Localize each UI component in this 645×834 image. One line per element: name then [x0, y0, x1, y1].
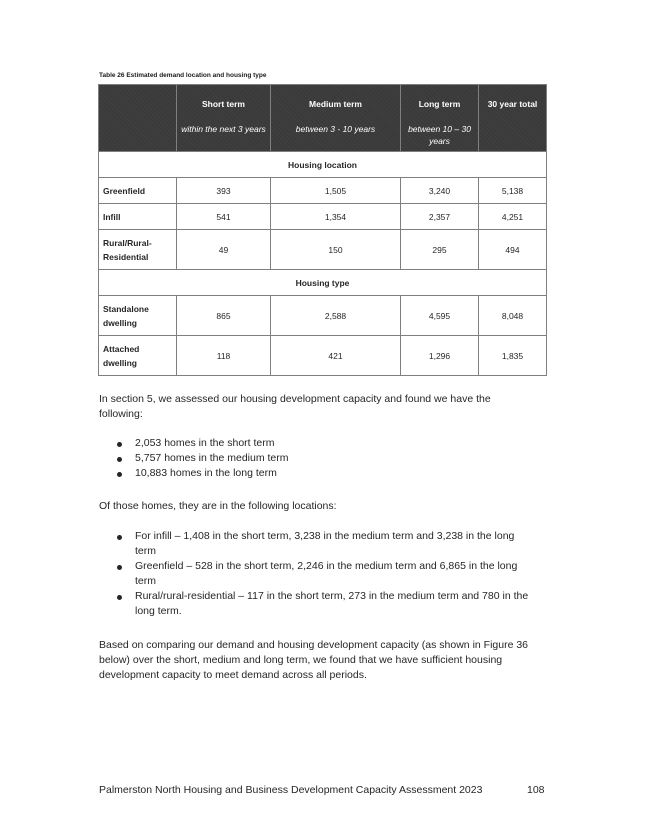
header-empty [99, 85, 177, 152]
table-row [99, 204, 547, 230]
section-row-housing-location: Housing location [99, 152, 547, 178]
section-row-housing-type: Housing type [99, 270, 547, 296]
paragraph-locations-intro: Of those homes, they are in the following locations: [99, 500, 337, 512]
row-label: Standalone dwelling [99, 296, 177, 336]
list-item: 5,757 homes in the medium term [99, 451, 535, 466]
bullet-icon [117, 442, 122, 447]
bullet-icon [117, 595, 122, 600]
table-cell: 8,048 [479, 296, 547, 336]
table-cell: 5,138 [479, 178, 547, 204]
page-number: 108 [527, 784, 545, 796]
table-cell: 2,357 [401, 204, 479, 230]
list-item: Rural/rural-residential – 117 in the short term, 273 in the medium term and 780 in the long term. [99, 589, 535, 619]
location-bullet-list [99, 529, 535, 619]
table-cell: 1,354 [271, 204, 401, 230]
bullet-icon [117, 457, 122, 462]
table-cell: 3,240 [401, 178, 479, 204]
row-label: Infill [99, 204, 177, 230]
table-cell: 865 [177, 296, 271, 336]
table-row [99, 230, 547, 270]
paragraph-capacity-intro: In section 5, we assessed our housing development capacity and found we have the following: [99, 393, 491, 420]
list-item: For infill – 1,408 in the short term, 3,238 in the medium term and 3,238 in the long term [99, 529, 535, 559]
row-label: Greenfield [99, 178, 177, 204]
list-item: 10,883 homes in the long term [99, 466, 535, 481]
header-short-term: Short term within the next 3 years [177, 85, 271, 152]
header-30-year-total: 30 year total [479, 85, 547, 152]
table-cell: 4,251 [479, 204, 547, 230]
header-medium-term: Medium term between 3 - 10 years [271, 85, 401, 152]
table-cell: 1,505 [271, 178, 401, 204]
table-row [99, 178, 547, 204]
bullet-icon [117, 535, 122, 540]
table-cell: 393 [177, 178, 271, 204]
table-cell: 118 [177, 336, 271, 376]
table-cell: 49 [177, 230, 271, 270]
row-label: Rural/Rural-Residential [99, 230, 177, 270]
list-item: Greenfield – 528 in the short term, 2,246 in the medium term and 6,865 in the long term [99, 559, 535, 589]
table-cell: 4,595 [401, 296, 479, 336]
table-cell: 295 [401, 230, 479, 270]
table-cell: 421 [271, 336, 401, 376]
table-cell: 494 [479, 230, 547, 270]
table-row [99, 336, 547, 376]
table-row [99, 296, 547, 336]
table-cell: 150 [271, 230, 401, 270]
table-cell: 1,835 [479, 336, 547, 376]
footer-title: Palmerston North Housing and Business Development Capacity Assessment 2023 [99, 784, 483, 796]
table-cell: 2,588 [271, 296, 401, 336]
list-item: 2,053 homes in the short term [99, 436, 535, 451]
table-caption: Table 26 Estimated demand location and housing type [99, 72, 267, 79]
table-header-row [99, 85, 547, 152]
capacity-bullet-list [99, 436, 535, 481]
header-long-term: Long term between 10 – 30 years [401, 85, 479, 152]
paragraph-conclusion: Based on comparing our demand and housing development capacity (as shown in Figure 36 below) over the short, medium and long term, we found that we have sufficient housing development capacity to meet demand across all periods. [99, 639, 529, 681]
bullet-icon [117, 565, 122, 570]
bullet-icon [117, 472, 122, 477]
row-label: Attached dwelling [99, 336, 177, 376]
table-cell: 541 [177, 204, 271, 230]
demand-table [98, 84, 547, 376]
table-cell: 1,296 [401, 336, 479, 376]
